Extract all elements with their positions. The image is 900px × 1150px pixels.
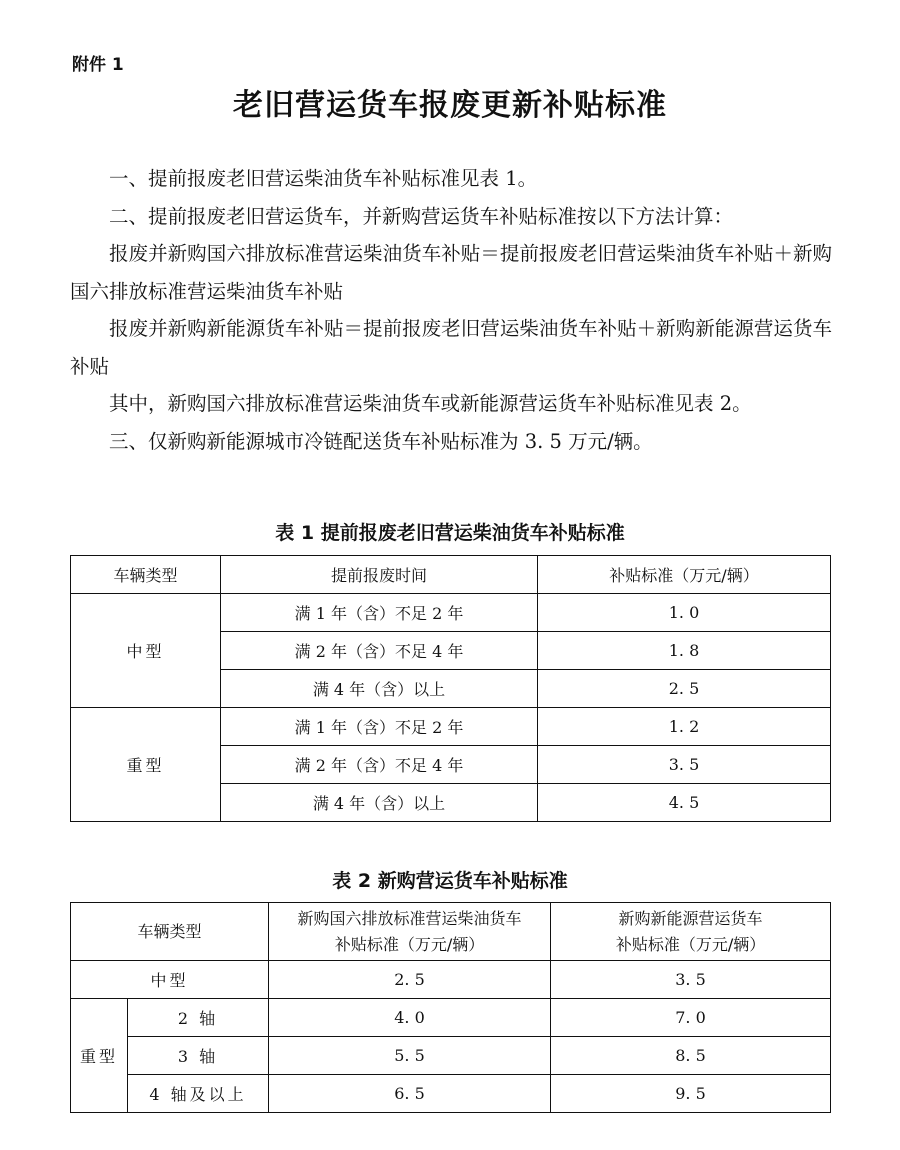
period-cell: 满 1 年（含）不足 2 年: [221, 594, 538, 632]
attachment-label: 附件 1: [72, 55, 124, 75]
vehicle-type-cell: 重型: [71, 708, 221, 822]
value-cell: 4. 5: [538, 784, 831, 822]
table2-header-row: [71, 903, 831, 961]
paragraph: 三、仅新购新能源城市冷链配送货车补贴标准为 3. 5 万元/辆。: [109, 429, 653, 453]
ev-value-cell: 3. 5: [551, 961, 831, 999]
paragraph: 其中，新购国六排放标准营运柴油货车或新能源营运货车补贴标准见表 2。: [109, 392, 752, 415]
paragraph: 报废并新购国六排放标准营运柴油货车补贴＝提前报废老旧营运柴油货车补贴＋新购国六排放标准营运柴油货车补贴: [70, 242, 832, 303]
period-cell: 满 4 年（含）以上: [221, 670, 538, 708]
diesel-value-cell: 5. 5: [269, 1037, 551, 1075]
period-cell: 满 2 年（含）不足 4 年: [221, 632, 538, 670]
table1-header: 补贴标准（万元/辆）: [538, 556, 831, 594]
ev-value-cell: 9. 5: [551, 1075, 831, 1113]
table-row: [71, 594, 831, 632]
header-line: 新购国六排放标准营运柴油货车: [297, 908, 522, 928]
axle-cell: 3 轴: [128, 1037, 269, 1075]
table-row: [71, 999, 831, 1037]
vehicle-type-cell: 中型: [71, 594, 221, 708]
header-line: 补贴标准（万元/辆）: [334, 934, 485, 954]
table2-caption: 表 2 新购营运货车补贴标准: [332, 870, 568, 892]
table2: [70, 902, 831, 1113]
table-row: [71, 708, 831, 746]
header-line: 新购新能源营运货车: [618, 908, 763, 928]
table1-caption: 表 1 提前报废老旧营运柴油货车补贴标准: [275, 522, 625, 544]
vehicle-type-cell: 重型: [71, 999, 128, 1113]
vehicle-type-cell: 中型: [71, 961, 269, 999]
body-text: [70, 160, 832, 460]
axle-cell: 2 轴: [128, 999, 269, 1037]
document-title: 老旧营运货车报废更新补贴标准: [233, 88, 667, 123]
paragraph: 报废并新购新能源货车补贴＝提前报废老旧营运柴油货车补贴＋新购新能源营运货车补贴: [70, 317, 832, 378]
diesel-value-cell: 4. 0: [269, 999, 551, 1037]
table2-header-type: 车辆类型: [71, 903, 269, 961]
paragraph: 一、提前报废老旧营运柴油货车补贴标准见表 1。: [109, 167, 538, 190]
table-row: [71, 1075, 831, 1113]
diesel-value-cell: 2. 5: [269, 961, 551, 999]
axle-cell: 4 轴及以上: [128, 1075, 269, 1113]
ev-value-cell: 8. 5: [551, 1037, 831, 1075]
ev-value-cell: 7. 0: [551, 999, 831, 1037]
paragraph: 二、提前报废老旧营运货车，并新购营运货车补贴标准按以下方法计算：: [109, 204, 734, 228]
value-cell: 1. 0: [538, 594, 831, 632]
table2-header-diesel: [269, 903, 551, 961]
period-cell: 满 2 年（含）不足 4 年: [221, 746, 538, 784]
period-cell: 满 4 年（含）以上: [221, 784, 538, 822]
table-row: [71, 1037, 831, 1075]
value-cell: 3. 5: [538, 746, 831, 784]
table2-header-ev: [551, 903, 831, 961]
value-cell: 1. 2: [538, 708, 831, 746]
value-cell: 2. 5: [538, 670, 831, 708]
diesel-value-cell: 6. 5: [269, 1075, 551, 1113]
table1-header: 车辆类型: [71, 556, 221, 594]
value-cell: 1. 8: [538, 632, 831, 670]
table1: [70, 555, 831, 822]
header-line: 补贴标准（万元/辆）: [615, 934, 766, 954]
period-cell: 满 1 年（含）不足 2 年: [221, 708, 538, 746]
table1-header: 提前报废时间: [221, 556, 538, 594]
table-row: [71, 961, 831, 999]
table1-header-row: [71, 556, 831, 594]
